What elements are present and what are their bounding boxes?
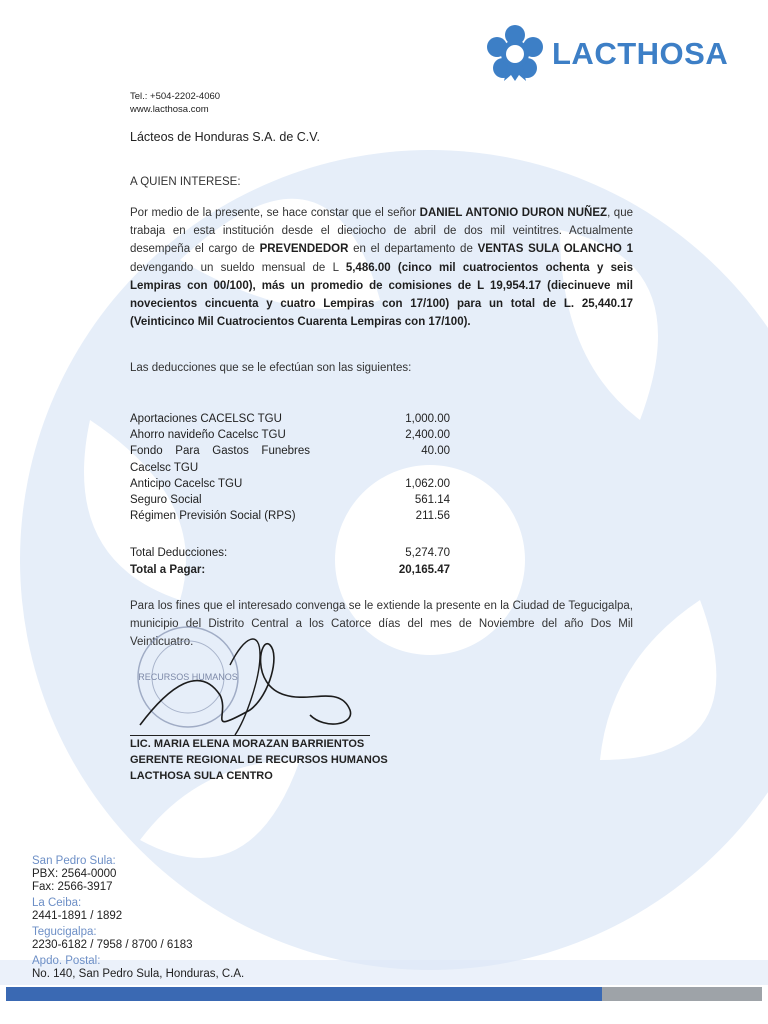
deduction-label: Ahorro navideño Cacelsc TGU bbox=[130, 429, 286, 442]
deduction-row bbox=[130, 492, 450, 508]
total-deductions-row bbox=[130, 545, 450, 562]
ceiba-label: La Ceiba: bbox=[32, 897, 82, 909]
signer-block bbox=[130, 736, 388, 784]
deduction-row bbox=[130, 411, 450, 427]
totals-block bbox=[130, 545, 450, 579]
deduction-label: Anticipo Cacelsc TGU bbox=[130, 477, 243, 490]
deduction-value: 211.56 bbox=[415, 510, 450, 523]
deductions-table bbox=[130, 411, 450, 524]
contact-block bbox=[130, 90, 220, 116]
closing-paragraph: Para los fines que el interesado convenga se le extiende la presente en la Ciudad de Tegucigalpa, municipio del Distrito Central a los Catorce días del mes de Noviembre del año Dos Mil Veinticuatro. bbox=[130, 600, 633, 649]
intro-text: en el departamento de bbox=[348, 243, 478, 256]
deduction-row bbox=[130, 427, 450, 443]
phone-text: Tel.: +504-2202-4060 bbox=[130, 91, 221, 102]
deduction-value: 1,062.00 bbox=[405, 477, 450, 490]
brand-name: LACTHOSA bbox=[552, 36, 729, 71]
footer-contacts bbox=[32, 855, 244, 984]
company-logo bbox=[484, 20, 734, 88]
sps-label: San Pedro Sula: bbox=[32, 855, 116, 867]
deduction-label: Régimen Previsión Social (RPS) bbox=[130, 510, 296, 523]
signature-icon bbox=[140, 644, 351, 725]
signer-title: GERENTE REGIONAL DE RECURSOS HUMANOS bbox=[130, 754, 388, 766]
total-pay-value: 20,165.47 bbox=[398, 564, 450, 576]
total-deductions-label: Total Deducciones: bbox=[130, 547, 228, 559]
salutation: A QUIEN INTERESE: bbox=[130, 176, 241, 188]
sps-fax: Fax: 2566-3917 bbox=[32, 881, 113, 893]
employee-position: PREVENDEDOR bbox=[259, 243, 349, 256]
sps-pbx: PBX: 2564-0000 bbox=[32, 868, 117, 880]
deduction-row bbox=[130, 443, 450, 459]
total-pay-row bbox=[130, 562, 450, 579]
total-deductions-value: 5,274.70 bbox=[405, 547, 450, 559]
deduction-value: 2,400.00 bbox=[405, 429, 450, 442]
footer-bar-gray bbox=[602, 987, 762, 1001]
apdo-value: No. 140, San Pedro Sula, Honduras, C.A. bbox=[32, 968, 245, 980]
deduction-value: 40.00 bbox=[421, 445, 450, 458]
ceiba-phone: 2441-1891 / 1892 bbox=[32, 910, 123, 922]
deduction-row bbox=[130, 476, 450, 492]
intro-text: Por medio de la presente, se hace constar que el señor bbox=[130, 207, 420, 219]
website-link[interactable]: www.lacthosa.com bbox=[130, 104, 209, 115]
deduction-label-continued: Cacelsc TGU bbox=[130, 461, 199, 474]
total-pay-label: Total a Pagar: bbox=[130, 564, 206, 576]
signer-name: LIC. MARIA ELENA MORAZAN BARRIENTOS bbox=[130, 738, 365, 750]
signer-office: LACTHOSA SULA CENTRO bbox=[130, 770, 273, 782]
company-name: Lácteos de Honduras S.A. de C.V. bbox=[130, 130, 320, 144]
stamp-text: RECURSOS HUMANOS bbox=[138, 672, 238, 682]
deductions-intro: Las deducciones que se le efectúan son las siguientes: bbox=[130, 362, 412, 374]
tegus-phone: 2230-6182 / 7958 / 8700 / 6183 bbox=[32, 939, 193, 951]
deduction-label: Aportaciones CACELSC TGU bbox=[130, 413, 282, 425]
employee-department: VENTAS SULA OLANCHO 1 bbox=[477, 243, 633, 256]
deduction-value: 1,000.00 bbox=[405, 413, 450, 425]
deduction-label: Fondo Para Gastos Funebres bbox=[130, 445, 310, 458]
intro-text: , que trabaja en esta institución desde el dieciocho de abril de dos mil veintitres. Actualmente desempeña el cargo de bbox=[130, 207, 633, 256]
footer-bar-blue bbox=[6, 987, 602, 1001]
intro-paragraph bbox=[130, 204, 633, 331]
salary-details: 5,486.00 (cinco mil cuatrocientos ochenta y seis Lempiras con 00/100), más un promedio de comisiones de L 19,954.17 (diecinueve mil novecientos cincuenta y cuatro Lempiras con 17/100) para un total de L. 25,440.17 (Veinticinco Mil Cuatrocientos Cuarenta Lempiras con 17/100). bbox=[130, 261, 633, 329]
deduction-row bbox=[130, 508, 450, 524]
flower-logo-icon bbox=[484, 23, 546, 85]
employee-name: DANIEL ANTONIO DURON NUÑEZ bbox=[419, 207, 608, 219]
deduction-label: Seguro Social bbox=[130, 494, 202, 507]
deduction-value: 561.14 bbox=[414, 494, 450, 507]
apdo-label: Apdo. Postal: bbox=[32, 955, 101, 967]
signature-stamp bbox=[110, 625, 400, 745]
intro-text: devengando un sueldo mensual de L bbox=[130, 261, 346, 274]
tegus-label: Tegucigalpa: bbox=[32, 926, 97, 938]
